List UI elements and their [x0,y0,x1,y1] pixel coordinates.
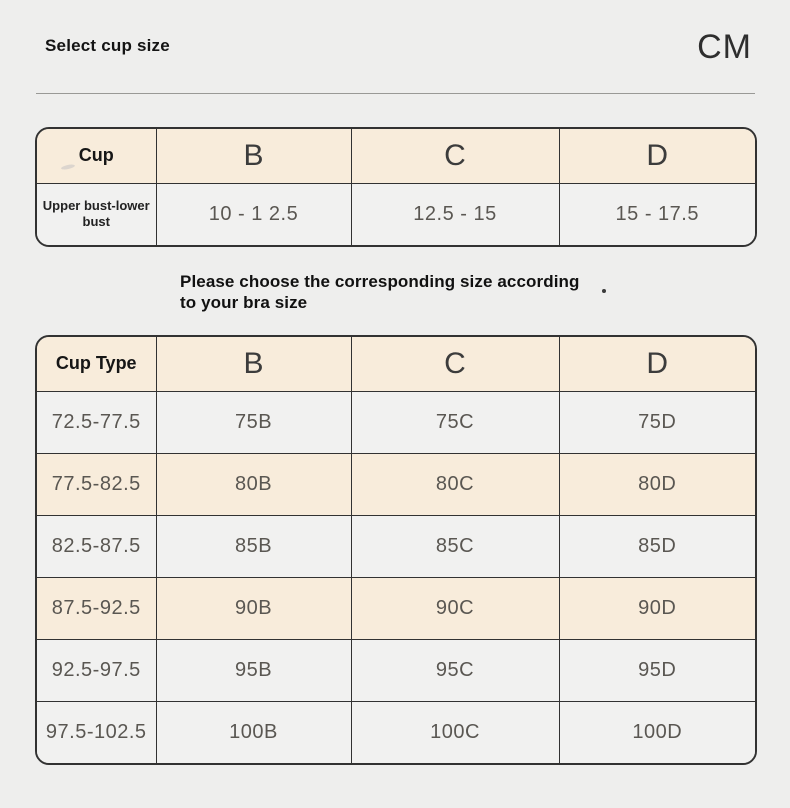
cup-difference-data-row [37,183,755,245]
header-cell-c: C [351,129,559,183]
size-b: 100B [156,701,351,763]
divider [36,93,755,94]
size-c: 75C [351,391,559,453]
header-cell-d: D [559,129,755,183]
size-lookup-header-row [37,337,755,391]
size-b: 80B [156,453,351,515]
size-d: 95D [559,639,755,701]
table-row [37,453,755,515]
size-c: 100C [351,701,559,763]
header-cell-b: B [156,129,351,183]
note-text [180,271,640,313]
header-cell-cup [37,129,156,183]
table-row [37,701,755,763]
cup-difference-header-row [37,129,755,183]
header-cell-d: D [559,337,755,391]
row-label-upper-bust: Upper bust-lower bust [37,183,156,245]
cup-difference-table [35,127,757,247]
size-b: 95B [156,639,351,701]
bust-range: 72.5-77.5 [37,391,156,453]
unit-label: CM [697,28,752,66]
bust-range: 92.5-97.5 [37,639,156,701]
page-title: Select cup size [45,36,170,55]
dot-artifact [602,289,606,293]
size-d: 80D [559,453,755,515]
table-row [37,515,755,577]
size-c: 85C [351,515,559,577]
table-row [37,639,755,701]
size-d: 90D [559,577,755,639]
note-line-1: Please choose the corresponding size according [180,272,580,291]
table-row [37,577,755,639]
cup-diff-c: 12.5 - 15 [351,183,559,245]
size-d: 85D [559,515,755,577]
bust-range: 87.5-92.5 [37,577,156,639]
size-b: 85B [156,515,351,577]
size-d: 75D [559,391,755,453]
cup-diff-d: 15 - 17.5 [559,183,755,245]
cup-diff-b: 10 - 1 2.5 [156,183,351,245]
table-row [37,391,755,453]
smudge-artifact [61,163,76,170]
size-c: 95C [351,639,559,701]
bust-range: 97.5-102.5 [37,701,156,763]
size-c: 80C [351,453,559,515]
header-cell-cup-type: Cup Type [55,353,137,374]
size-lookup-table [35,335,757,765]
bust-range: 82.5-87.5 [37,515,156,577]
size-b: 75B [156,391,351,453]
header-cell-c: C [351,337,559,391]
bust-range: 77.5-82.5 [37,453,156,515]
header-cell-cup-label: Cup [78,145,114,166]
note-line-2: to your bra size [180,293,308,313]
header-cell-b: B [156,337,351,391]
size-b: 90B [156,577,351,639]
size-d: 100D [559,701,755,763]
size-c: 90C [351,577,559,639]
